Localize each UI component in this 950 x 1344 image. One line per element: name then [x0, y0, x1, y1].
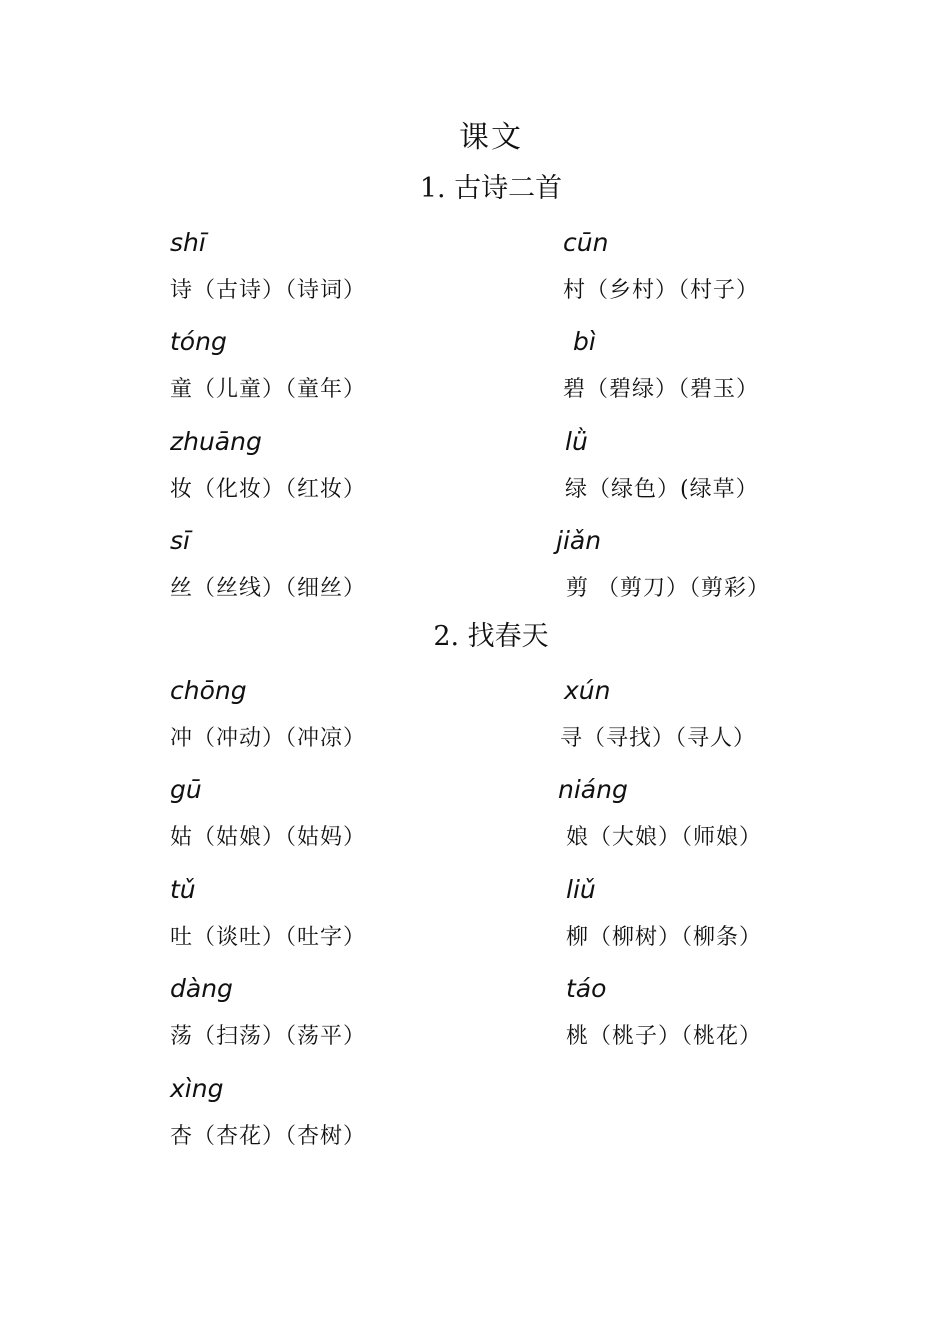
- vocab-entry: [556, 524, 916, 604]
- word-group: 丝（丝线）（细丝）: [170, 576, 367, 601]
- vocab-entry: [563, 226, 923, 306]
- vocab-entry: [170, 325, 530, 405]
- word-group: 柳（柳树）（柳条）: [566, 925, 763, 950]
- word-group: 妆（化妆）（红妆）: [170, 477, 367, 502]
- vocab-entry: [566, 873, 926, 953]
- word-group: 碧（碧绿）（碧玉）: [563, 377, 760, 402]
- word-group: 冲（冲动）（冲凉）: [170, 726, 367, 751]
- word-group: 姑（姑娘）（姑妈）: [170, 825, 367, 850]
- word-group: 寻（寻找）（寻人）: [560, 726, 757, 751]
- vocab-entry: [170, 674, 530, 754]
- pinyin: táo: [566, 974, 607, 1003]
- word-group: 村（乡村）（村子）: [563, 278, 760, 303]
- word-group: 娘（大娘）（师娘）: [566, 825, 763, 850]
- pinyin: niáng: [558, 775, 628, 804]
- vocab-entry: [560, 674, 920, 754]
- vocab-entry: [558, 773, 918, 853]
- vocab-entry: [170, 524, 530, 604]
- pinyin: bì: [573, 327, 596, 356]
- pinyin: tǔ: [170, 875, 196, 904]
- pinyin: chōng: [170, 676, 247, 705]
- vocab-entry: [170, 425, 530, 505]
- word-group: 剪 （剪刀）（剪彩）: [566, 576, 770, 601]
- pinyin: tóng: [170, 327, 227, 356]
- vocab-entry: [170, 1072, 530, 1152]
- lesson-title: 1. 古诗二首: [419, 173, 563, 204]
- vocab-entry: [170, 873, 530, 953]
- vocab-entry: [565, 425, 925, 505]
- pinyin: zhuāng: [170, 427, 262, 456]
- word-group: 童（儿童）（童年）: [170, 377, 367, 402]
- vocab-entry: [170, 226, 530, 306]
- pinyin: xìng: [170, 1074, 224, 1103]
- vocab-entry: [170, 972, 530, 1052]
- vocab-entry: [563, 325, 923, 405]
- pinyin: lǜ: [565, 427, 588, 456]
- pinyin: cūn: [563, 228, 609, 257]
- page-title: 课文: [459, 120, 523, 155]
- pinyin: sī: [170, 526, 190, 555]
- pinyin: dàng: [170, 974, 233, 1003]
- word-group: 荡（扫荡）（荡平）: [170, 1024, 367, 1049]
- pinyin: shī: [170, 228, 206, 257]
- pinyin: jiǎn: [556, 526, 602, 555]
- word-group: 绿（绿色）(绿草）: [565, 477, 759, 502]
- lesson-title: 2. 找春天: [433, 621, 549, 652]
- word-group: 杏（杏花）（杏树）: [170, 1124, 367, 1149]
- pinyin: liǔ: [566, 875, 596, 904]
- pinyin: xún: [564, 676, 611, 705]
- vocab-entry: [170, 773, 530, 853]
- word-group: 桃（桃子）（桃花）: [566, 1024, 763, 1049]
- vocab-entry: [566, 972, 926, 1052]
- word-group: 吐（谈吐）（吐字）: [170, 925, 367, 950]
- pinyin: gū: [170, 775, 202, 804]
- word-group: 诗（古诗）（诗词）: [170, 278, 367, 303]
